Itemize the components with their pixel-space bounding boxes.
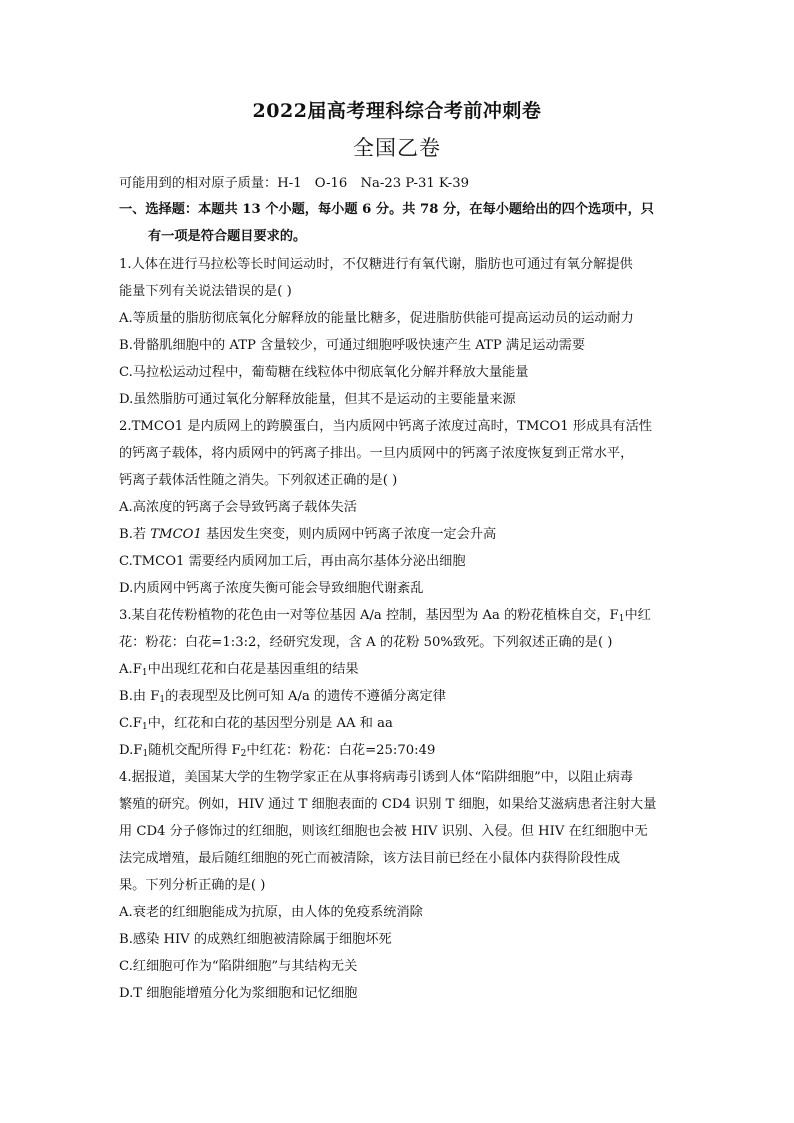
q4-option-b: B.感染 HIV 的成熟红细胞被清除属于细胞坏死 <box>119 932 392 947</box>
q3-stem-line-1: 3.某自花传粉植物的花色由一对等位基因 A/a 控制，基因型为 Aa 的粉花植株自交，$F_1$中红 <box>119 608 651 624</box>
section-heading-line-2: 有一项是符合题目要求的。 <box>148 229 307 244</box>
q3-option-a: $A.F_1$中出现红花和白花是基因重组的结果 <box>119 662 359 678</box>
section-heading-line-1: 一、选择题：本题共 13 个小题，每小题 6 分。共 78 分，在每小题给出的四个选项中，只 <box>119 202 654 217</box>
exam-title: 2022届高考理科综合考前冲刺卷 <box>252 100 542 122</box>
q1-option-c: C.马拉松运动过程中，葡萄糖在线粒体中彻底氧化分解并释放大量能量 <box>119 365 529 380</box>
q3-option-d: $D.F_1$随机交配所得 $F_2$中红花：粉花：白花=25:70:49 <box>119 743 436 759</box>
q4-stem-line-2: 繁殖的研究。例如，HIV 通过 T 细胞表面的 CD4 识别 T 细胞，如果给艾滋病患者注射大量 <box>119 797 657 812</box>
gene-name: TMCO1 <box>150 527 202 542</box>
q2-stem-line-2: 的钙离子载体，将内质网中的钙离子排出。一旦内质网中的钙离子浓度恢复到正常水平， <box>119 446 634 461</box>
q1-option-d: D.虽然脂肪可通过氧化分解释放能量，但其不是运动的主要能量来源 <box>119 392 516 407</box>
q4-stem-line-1: 4.据报道，美国某大学的生物学家正在从事将病毒引诱到人体“陷阱细胞”中，以阻止病毒 <box>119 770 633 785</box>
q3-option-c: $C.F_1$中，红花和白花的基因型分别是 AA 和 aa <box>119 716 393 732</box>
q4-stem-line-3: 用 CD4 分子修饰过的红细胞，则该红细胞也会被 HIV 识别、入侵。但 HIV 在红细胞中无 <box>119 824 648 839</box>
q1-option-a: A.等质量的脂肪彻底氧化分解释放的能量比糖多，促进脂肪供能可提高运动员的运动耐力 <box>119 311 634 326</box>
q2-option-b: B.若 TMCO1 基因发生突变，则内质网中钙离子浓度一定会升高 <box>119 527 497 542</box>
q2-stem-line-1: 2.TMCO1 是内质网上的跨膜蛋白，当内质网中钙离子浓度过高时，TMCO1 形成具有活性 <box>119 419 652 434</box>
q4-option-d: D.T 细胞能增殖分化为浆细胞和记忆细胞 <box>119 986 358 1001</box>
q2-stem-line-3: 钙离子载体活性随之消失。下列叙述正确的是( ) <box>119 473 398 488</box>
q1-stem-line-1: 1.人体在进行马拉松等长时间运动时，不仅糖进行有氧代谢，脂肪也可通过有氧分解提供 <box>119 257 633 272</box>
q3-stem-line-2: 花：粉花：白花=1:3:2，经研究发现，含 A 的花粉 50%致死。下列叙述正确的是( ) <box>119 635 613 650</box>
q4-stem-line-5: 果。下列分析正确的是( ) <box>119 878 266 893</box>
exam-subtitle: 全国乙卷 <box>353 136 441 160</box>
atomic-masses-line: 可能用到的相对原子质量：H-1 O-16 Na-23 P-31 K-39 <box>119 176 470 191</box>
q3-option-b: B.由 $F_1$的表现型及比例可知 A/a 的遗传不遵循分离定律 <box>119 689 446 705</box>
q2-option-d: D.内质网中钙离子浓度失衡可能会导致细胞代谢紊乱 <box>119 581 424 596</box>
q4-stem-line-4: 法完成增殖，最后随红细胞的死亡而被清除，该方法目前已经在小鼠体内获得阶段性成 <box>119 851 621 866</box>
q4-option-a: A.衰老的红细胞能成为抗原，由人体的免疫系统消除 <box>119 905 423 920</box>
q2-option-a: A.高浓度的钙离子会导致钙离子载体失活 <box>119 500 357 515</box>
q1-stem-line-2: 能量下列有关说法错误的是( ) <box>119 284 292 299</box>
q1-option-b: B.骨骼肌细胞中的 ATP 含量较少，可通过细胞呼吸快速产生 ATP 满足运动需要 <box>119 338 586 353</box>
q2-option-c: C.TMCO1 需要经内质网加工后，再由高尔基体分泌出细胞 <box>119 554 466 569</box>
q4-option-c: C.红细胞可作为“陷阱细胞”与其结构无关 <box>119 959 358 974</box>
